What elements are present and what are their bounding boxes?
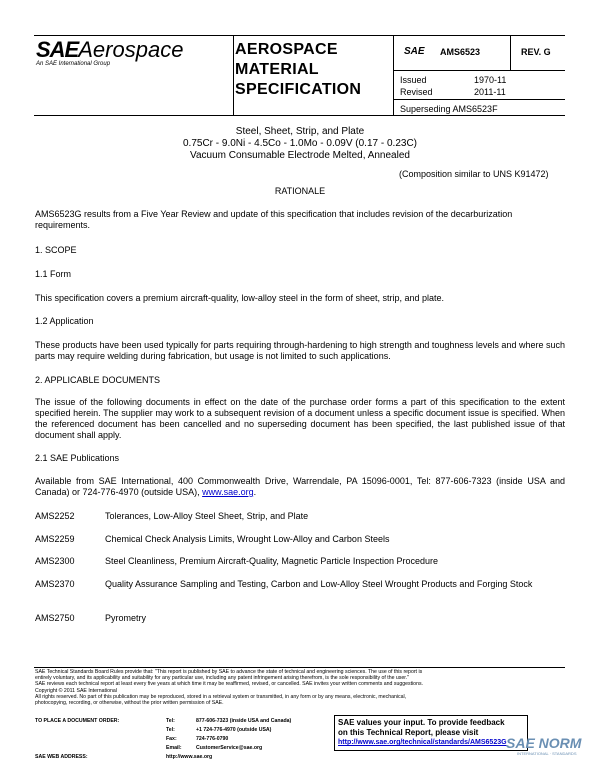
section-1-2-heading: 1.2 Application xyxy=(35,316,94,326)
sae-norm-watermark: SAE NORM xyxy=(506,735,582,751)
logo-sae-text: SAE xyxy=(36,37,79,62)
composition-note: (Composition similar to UNS K91472) xyxy=(399,169,549,179)
section-2-1-heading: 2.1 SAE Publications xyxy=(35,453,120,463)
fax-label: Fax: xyxy=(166,736,177,742)
document-number: AMS6523 xyxy=(440,47,481,57)
reference-title: Tolerances, Low-Alloy Steel Sheet, Strip, and Plate xyxy=(105,511,309,521)
issued-date: 1970-11 xyxy=(474,75,507,85)
section-1-1-heading: 1.1 Form xyxy=(35,269,72,279)
sae-mini-logo: SAE xyxy=(404,46,425,57)
reference-title: Pyrometry xyxy=(105,613,147,623)
reference-code: AMS2370 xyxy=(35,579,75,589)
reference-title: Chemical Check Analysis Limits, Wrought Low-Alloy and Carbon Steels xyxy=(105,534,390,544)
section-2-text: The issue of the following documents in effect on the date of the purchase order forms a part of this specification to the extent specified herein. The supplier may work to a subsequent revision of a document unless a specific document issue is specified. When the referenced document has been cancelled and no superseding document has been specified, the last published issue of that document shall apply. xyxy=(35,397,565,440)
revision-label: REV. G xyxy=(521,47,551,57)
email-address: CustomerService@sae.org xyxy=(196,745,263,751)
logo-aerospace-text: Aerospace xyxy=(78,37,184,62)
reference-code: AMS2300 xyxy=(35,556,75,566)
sae-aerospace-logo xyxy=(36,37,183,63)
document-type-title: AEROSPACE MATERIAL SPECIFICATION xyxy=(235,41,362,98)
email-label: Email: xyxy=(166,745,182,751)
section-2-1-text: Available from SAE International, 400 Commonwealth Drive, Warrendale, PA 15096-0001, Tel: 877-606-7323 (inside USA and Canada) or 724-776-4970 (outside USA), www.sae.org. xyxy=(35,476,565,497)
reference-code: AMS2259 xyxy=(35,534,75,544)
supersedes-note: Superseding AMS6523F xyxy=(400,104,498,114)
logo-subtitle: An SAE International Group xyxy=(36,61,111,67)
rationale-heading: RATIONALE xyxy=(274,186,326,196)
section-1-2-text: These products have been used typically for parts requiring through-hardening to high strength and toughness levels and where such parts may require welding during fabrication, but usage is not limited to such applications. xyxy=(35,340,565,361)
feedback-box: SAE values your input. To provide feedback on this Technical Report, please visit http://www.sae.org/technical/standards/AMS6523G xyxy=(334,715,528,751)
issued-label: Issued xyxy=(400,75,427,85)
rationale-text: AMS6523G results from a Five Year Review and update of this specification that includes revision of the decarburization requirements. xyxy=(35,209,513,230)
section-2-heading: 2. APPLICABLE DOCUMENTS xyxy=(35,375,161,385)
doc-title-line1: Steel, Sheet, Strip, and Plate xyxy=(235,126,365,137)
footer-policy: SAE Technical Standards Board Rules provide that: "This report is published by SAE to advance the state of technical and engineering sciences. The use of this report is entirely voluntary, and its applicability and suitability for any particular use, including any patent infringement arising therefrom, is the sole responsibility of the user." SAE reviews each technical report at least every five years at which time it may be reaffirmed, revised, or cancelled. SAE invites your written comments and suggestions. Copyright © 2011 SAE International All rights reserved. No part of this publication may be reproduced, stored in a retrieval system or transmitted, in any form or by any means, electronic, mechanical, photocopying, recording, or otherwise, without the prior written permission of SAE. xyxy=(35,669,423,707)
fax-number: 724-776-0790 xyxy=(196,736,229,742)
doc-title-line2: 0.75Cr - 9.0Ni - 4.5Co - 1.0Mo - 0.09V (0.17 - 0.23C) xyxy=(183,138,417,149)
revised-label: Revised xyxy=(400,87,433,97)
web-address: http://www.sae.org xyxy=(166,754,213,760)
section-1-heading: 1. SCOPE xyxy=(35,245,77,255)
tel-label: Tel: xyxy=(166,718,175,724)
revised-date: 2011-11 xyxy=(474,87,506,97)
reference-code: AMS2252 xyxy=(35,511,75,521)
tel-inside: 877-606-7323 (inside USA and Canada) xyxy=(196,718,292,724)
section-1-1-text: This specification covers a premium aircraft-quality, low-alloy steel in the form of sheet, strip, and plate. xyxy=(35,293,445,303)
tel-outside: +1 724-776-4970 (outside USA) xyxy=(196,727,272,733)
web-label: SAE WEB ADDRESS: xyxy=(35,754,88,760)
doc-title-line3: Vacuum Consumable Electrode Melted, Annealed xyxy=(190,150,410,161)
sae-website-link[interactable]: www.sae.org xyxy=(202,487,254,497)
reference-code: AMS2750 xyxy=(35,613,75,623)
sae-norm-watermark-sub: INTERNATIONAL · STANDARDS xyxy=(517,751,577,756)
feedback-link[interactable]: http://www.sae.org/technical/standards/AMS6523G xyxy=(338,739,507,746)
reference-title: Steel Cleanliness, Premium Aircraft-Quality, Magnetic Particle Inspection Procedure xyxy=(105,556,438,566)
tel-label: Tel: xyxy=(166,727,175,733)
order-label: TO PLACE A DOCUMENT ORDER: xyxy=(35,718,120,724)
reference-title: Quality Assurance Sampling and Testing, Carbon and Low-Alloy Steel Wrought Products and Forging Stock xyxy=(105,579,533,589)
footer-divider xyxy=(34,667,565,668)
